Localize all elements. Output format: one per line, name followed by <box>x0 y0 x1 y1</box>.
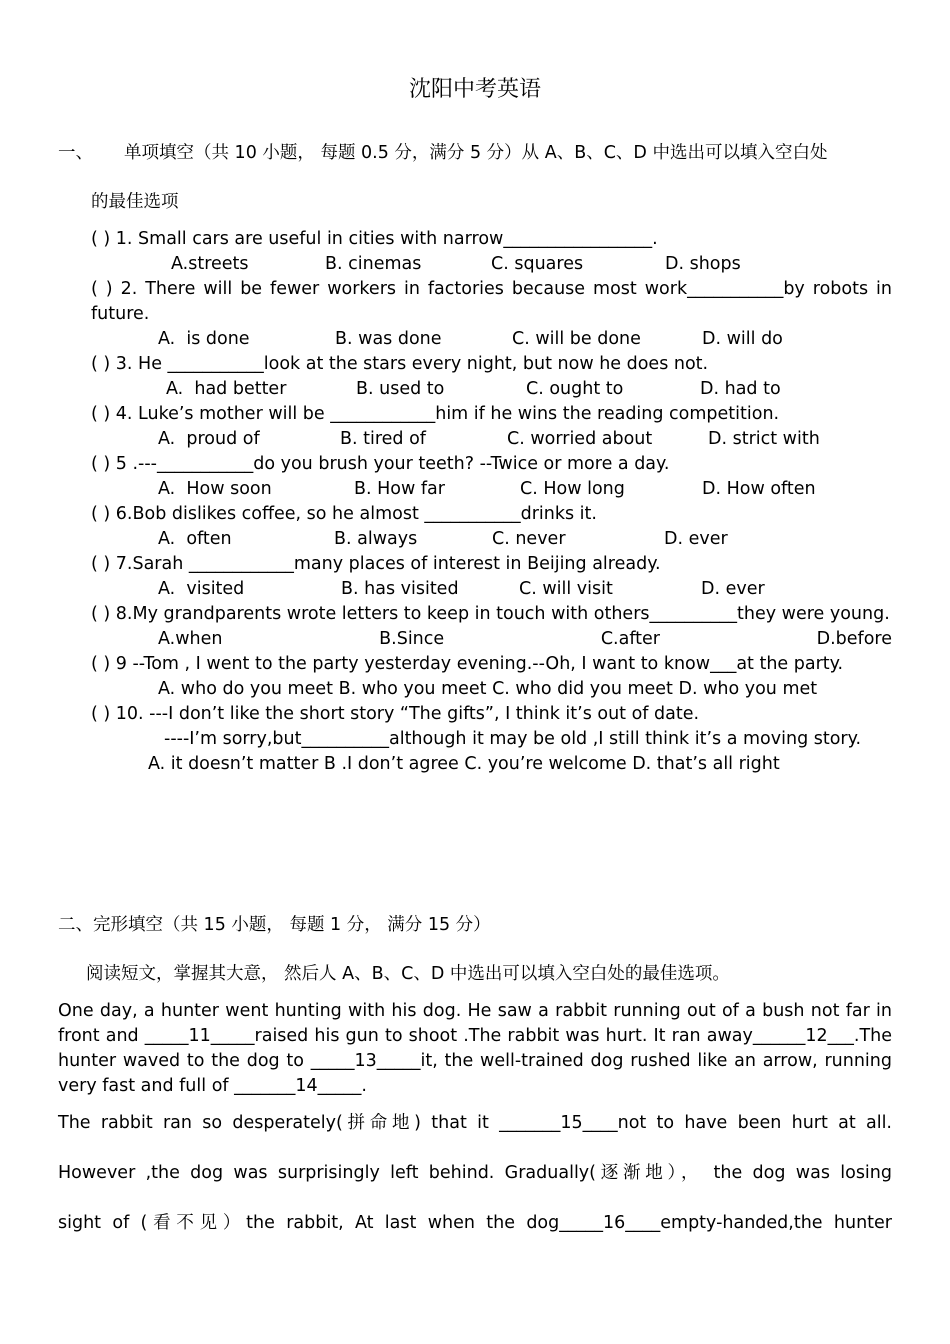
option-d: D. How often <box>702 479 816 499</box>
question-9-stem: ( ) 9 --Tom , I went to the party yesterday evening.--Oh, I want to know___at the party. <box>91 654 844 674</box>
question-5-stem: ( ) 5 .---___________do you brush your teeth? --Twice or more a day. <box>91 454 670 474</box>
option-c: C. will be done <box>512 329 641 349</box>
question-6-options <box>91 527 892 552</box>
option-c: C. How long <box>520 479 625 499</box>
question-9-options: A. who do you meet B. who you meet C. who did you meet D. who you met <box>158 679 818 699</box>
option-a: A. is done <box>158 329 250 349</box>
question-10-options: A. it doesn’t matter B .I don’t agree C. you’re welcome D. that’s all right <box>148 754 780 774</box>
option-d: D. ever <box>701 579 765 599</box>
question-10-stem: ( ) 10. ---I don’t like the short story “The gifts”, I think it’s out of date. <box>91 704 700 724</box>
question-7-options <box>91 577 892 602</box>
option-b: B. always <box>334 529 418 549</box>
question-5-options <box>91 477 892 502</box>
option-b: B. used to <box>356 379 445 399</box>
passage-paragraph-1: One day, a hunter went hunting with his dog. He saw a rabbit running out of a bush not far in front and _____11_____raised his gun to shoot .The rabbit was hurt. It ran away______12___.The hunter waved to the dog to _____13_____it, the well-trained dog rushed like an arrow, running very fast and full of _______14_____. <box>58 1001 892 1096</box>
section-2-heading: 二、完形填空（共 15 小题， 每题 1 分， 满分 15 分） <box>58 915 491 935</box>
section-1-instructions-cont: 的最佳选项 <box>91 192 179 212</box>
option-b: B.Since <box>379 629 445 649</box>
option-c: C. never <box>492 529 566 549</box>
option-a: A. had better <box>166 379 287 399</box>
question-3-stem: ( ) 3. He ___________look at the stars every night, but now he does not. <box>91 354 709 374</box>
option-d: D. strict with <box>708 429 820 449</box>
question-2-options <box>91 327 892 352</box>
question-8-stem: ( ) 8.My grandparents wrote letters to keep in touch with others__________they were young. <box>91 604 890 624</box>
option-b: B. was done <box>335 329 442 349</box>
option-d: D. shops <box>665 254 741 274</box>
option-c: C. squares <box>491 254 584 274</box>
section-2-instructions: 阅读短文，掌握其大意， 然后人 A、B、C、D 中选出可以填入空白处的最佳选项。 <box>86 964 730 984</box>
option-a: A. proud of <box>158 429 260 449</box>
section-1-heading <box>58 141 892 166</box>
option-c: C. worried about <box>507 429 653 449</box>
option-d: D.before <box>816 629 892 649</box>
question-1-options <box>91 252 892 277</box>
option-b: B. cinemas <box>325 254 422 274</box>
option-c: C. ought to <box>526 379 624 399</box>
option-a: A. How soon <box>158 479 272 499</box>
option-d: D. had to <box>700 379 781 399</box>
option-a: A.streets <box>171 254 249 274</box>
option-d: D. will do <box>702 329 783 349</box>
question-8-options <box>91 627 892 652</box>
option-c: C. will visit <box>519 579 613 599</box>
question-4-options <box>91 427 892 452</box>
option-a: A. often <box>158 529 232 549</box>
option-b: B. has visited <box>341 579 459 599</box>
question-1-stem: ( ) 1. Small cars are useful in cities with narrow_________________. <box>91 229 658 249</box>
section-1-number: 一、 <box>58 143 93 163</box>
page-title: 沈阳中考英语 <box>408 77 541 102</box>
question-6-stem: ( ) 6.Bob dislikes coffee, so he almost ___________drinks it. <box>91 504 597 524</box>
option-b: B. tired of <box>340 429 426 449</box>
question-10-stem-cont: ----I’m sorry,but__________although it may be old ,I still think it’s a moving story. <box>164 729 862 749</box>
option-a: A. visited <box>158 579 245 599</box>
question-4-stem: ( ) 4. Luke’s mother will be ____________him if he wins the reading competition. <box>91 404 780 424</box>
passage-line-2: However ,the dog was surprisingly left behind. Gradually(逐渐地）， the dog was losing <box>58 1163 892 1183</box>
question-3-options <box>91 377 892 402</box>
option-c: C.after <box>600 629 660 649</box>
question-list <box>91 227 892 777</box>
passage-line-3: sight of (看不见）the rabbit, At last when the dog_____16____empty-handed,the hunter <box>58 1213 892 1233</box>
passage-line-1: The rabbit ran so desperately(拼命地) that it _______15____not to have been hurt at all. <box>58 1113 892 1133</box>
option-d: D. ever <box>664 529 728 549</box>
option-b: B. How far <box>354 479 445 499</box>
option-a: A.when <box>158 629 223 649</box>
section-1-instructions: 单项填空（共 10 小题， 每题 0.5 分，满分 5 分）从 A、B、C、D 中选出可以填入空白处 <box>124 143 828 163</box>
question-7-stem: ( ) 7.Sarah ____________many places of interest in Beijing already. <box>91 554 661 574</box>
question-2-stem: ( ) 2. There will be fewer workers in factories because most work___________by robots in future. <box>91 279 892 324</box>
